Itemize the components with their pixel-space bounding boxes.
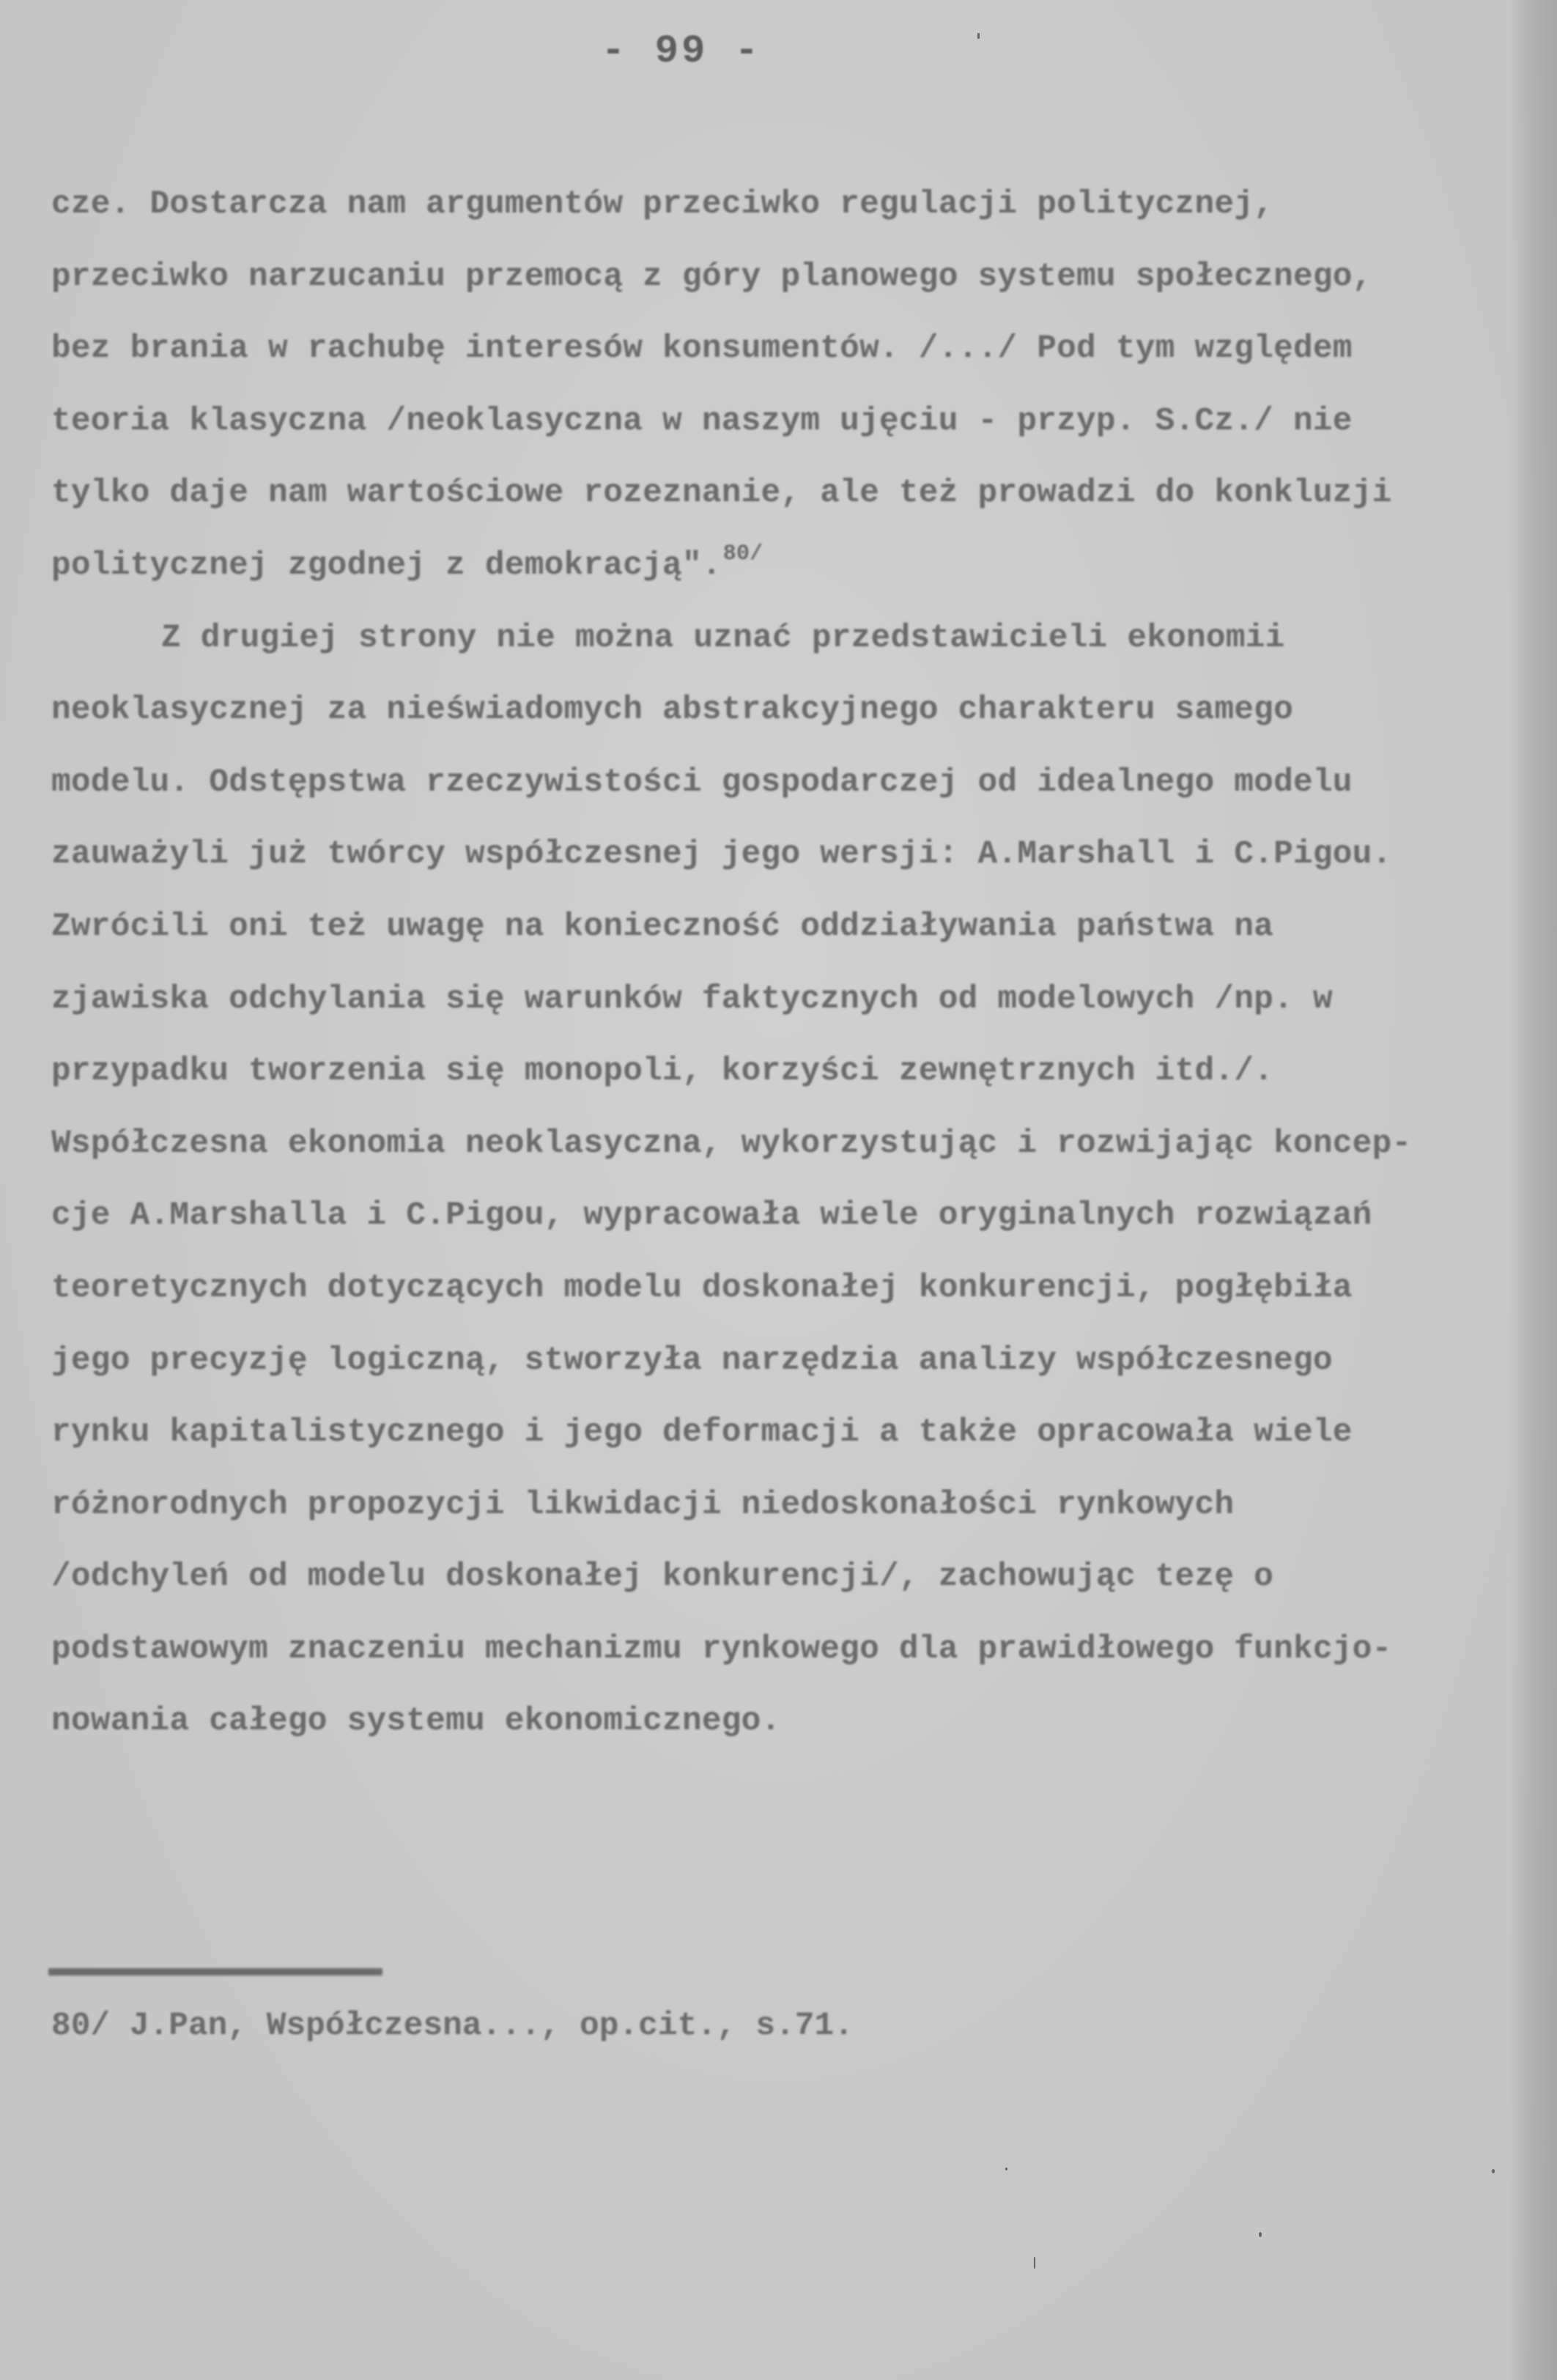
text-line: zauważyli już twórcy współczesnej jego wersji: A.Marshall i C.Pigou. bbox=[51, 836, 1392, 873]
footnote-marker: 80/ bbox=[51, 2008, 111, 2044]
text-line: cje A.Marshalla i C.Pigou, wypracowała wiele oryginalnych rozwiązań bbox=[51, 1197, 1372, 1235]
text-line: podstawowym znaczeniu mechanizmu rynkowego dla prawidłowego funkcjo- bbox=[51, 1630, 1392, 1668]
text-line: teoretycznych dotyczących modelu doskonałej konkurencji, pogłębiła bbox=[51, 1269, 1353, 1307]
paper-speck bbox=[1005, 2168, 1007, 2170]
text-line: Z drugiej strony nie można uznać przedstawicieli ekonomii bbox=[161, 619, 1285, 657]
text-line: jego precyzję logiczną, stworzyła narzędzia analizy współczesnego bbox=[51, 1342, 1333, 1379]
text-line: bez brania w rachubę interesów konsumentów. /.../ Pod tym względem bbox=[51, 330, 1353, 368]
text-line: przeciwko narzucaniu przemocą z góry planowego systemu społecznego, bbox=[51, 258, 1372, 295]
text-line: przypadku tworzenia się monopoli, korzyści zewnętrznych itd./. bbox=[51, 1053, 1274, 1090]
text-line: politycznej zgodnej z demokracją". bbox=[51, 547, 722, 584]
text-line: teoria klasyczna /neoklasyczna w naszym ujęciu - przyp. S.Cz./ nie bbox=[51, 402, 1353, 440]
paper-speck bbox=[977, 33, 980, 39]
paper-speck bbox=[1492, 2169, 1495, 2173]
page-number: - 99 - bbox=[601, 29, 762, 74]
paragraph-main bbox=[51, 602, 1553, 1759]
footnote-separator bbox=[48, 1968, 382, 1976]
paper-speck bbox=[1259, 2232, 1262, 2237]
paper-speck bbox=[1034, 2257, 1035, 2269]
paragraph-quotation bbox=[51, 169, 1553, 602]
footnote bbox=[51, 2008, 854, 2044]
text-line: rynku kapitalistycznego i jego deformacji a także opracowała wiele bbox=[51, 1414, 1353, 1452]
text-line: /odchyleń od modelu doskonałej konkurencji/, zachowując tezę o bbox=[51, 1559, 1274, 1596]
text-line: Współczesna ekonomia neoklasyczna, wykorzystując i rozwijając koncep- bbox=[51, 1125, 1412, 1162]
text-line: tylko daje nam wartościowe rozeznanie, ale też prowadzi do konkluzji bbox=[51, 475, 1392, 512]
text-line: cze. Dostarcza nam argumentów przeciwko regulacji politycznej, bbox=[51, 186, 1274, 223]
text-line: nowania całego systemu ekonomicznego. bbox=[51, 1703, 781, 1740]
text-line: zjawiska odchylania się warunków faktycznych od modelowych /np. w bbox=[51, 980, 1333, 1018]
footnote-reference[interactable]: 80/ bbox=[722, 541, 763, 566]
text-line: neoklasycznej za nieświadomych abstrakcyjnego charakteru samego bbox=[51, 692, 1293, 729]
text-line: Zwrócili oni też uwagę na konieczność oddziaływania państwa na bbox=[51, 908, 1274, 945]
body-text bbox=[51, 169, 1553, 1758]
text-line: różnorodnych propozycji likwidacji niedoskonałości rynkowych bbox=[51, 1486, 1235, 1523]
footnote-text: J.Pan, Współczesna..., op.cit., s.71. bbox=[129, 2008, 854, 2044]
text-line-with-footnote bbox=[51, 530, 1553, 602]
text-line: modelu. Odstępstwa rzeczywistości gospodarczej od idealnego modelu bbox=[51, 764, 1353, 801]
